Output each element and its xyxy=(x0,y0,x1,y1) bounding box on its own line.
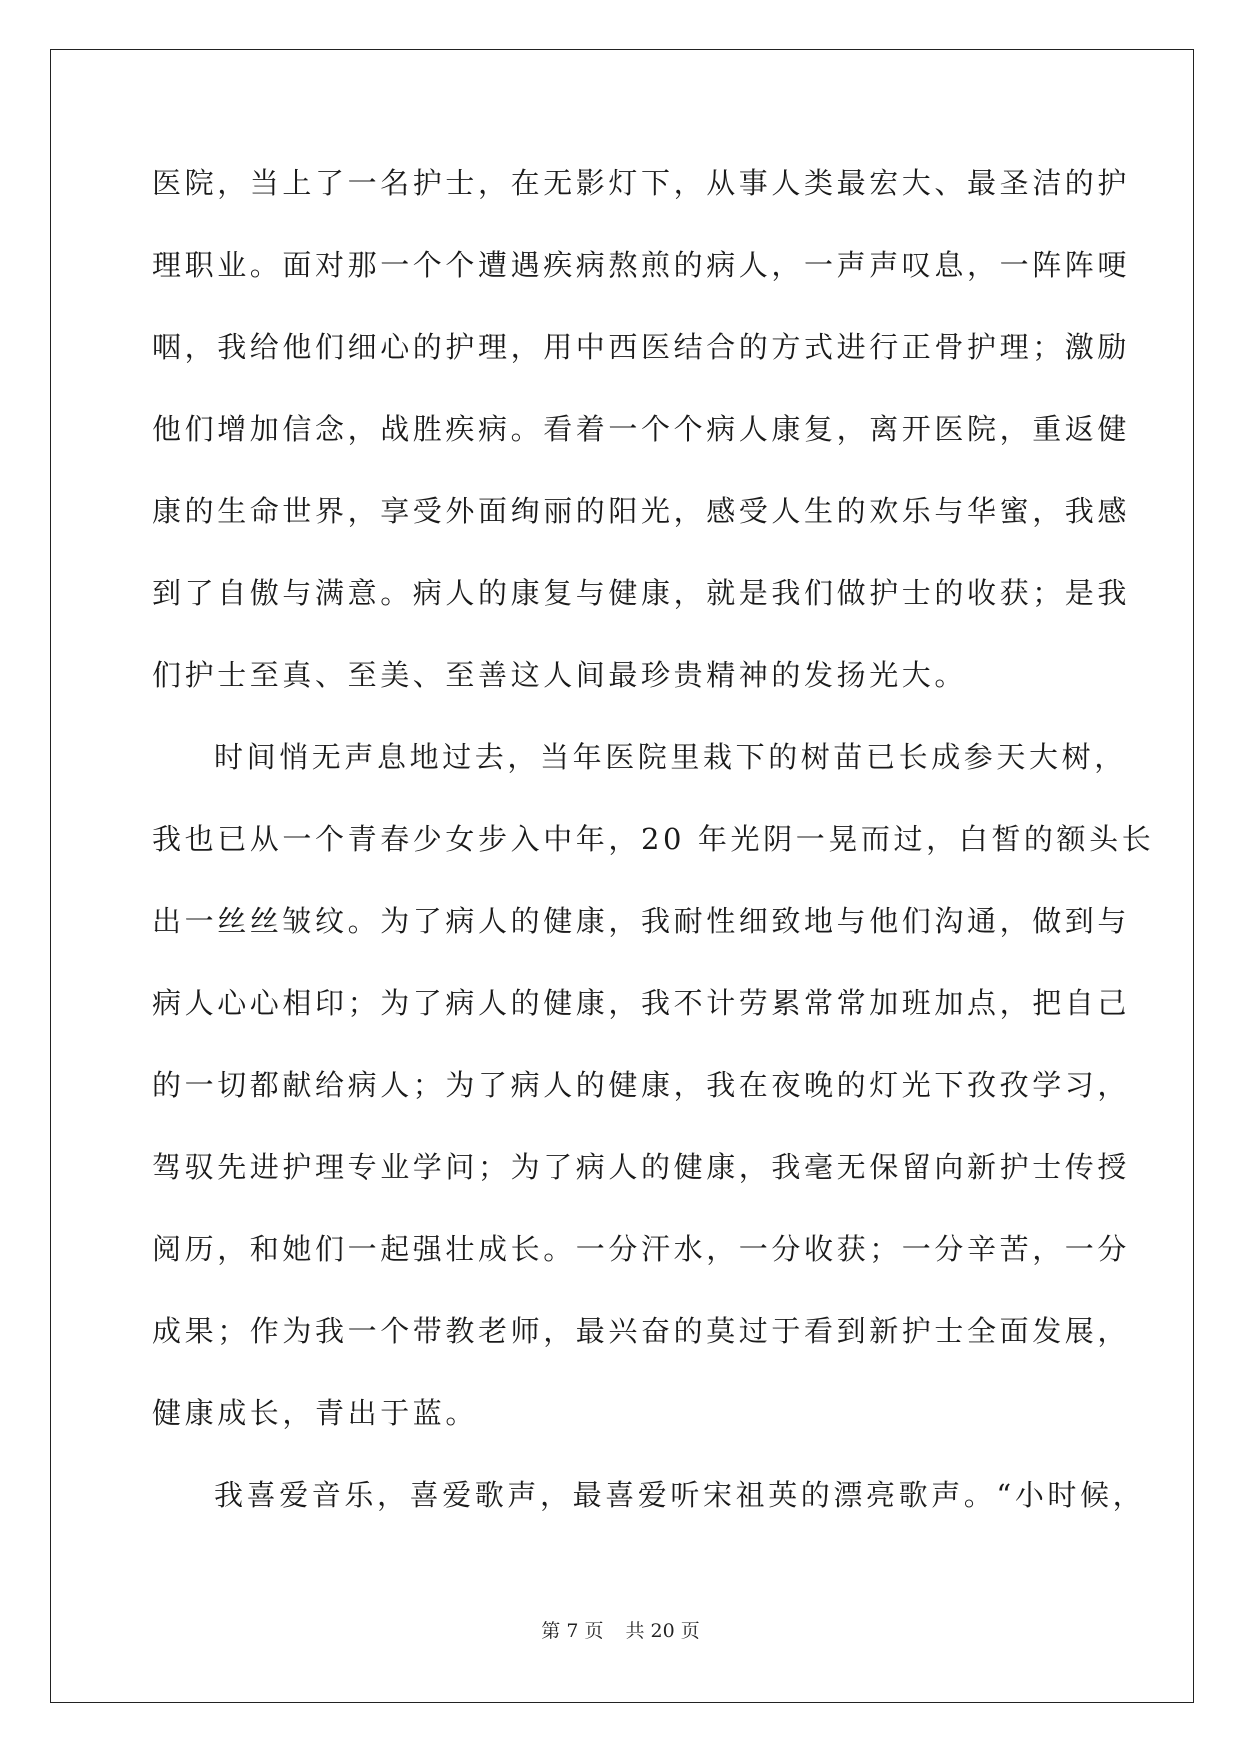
paragraph-first-line: 我喜爱音乐，喜爱歌声，最喜爱听宋祖英的漂亮歌声。“小时候， xyxy=(214,1478,1146,1512)
document-body xyxy=(152,158,1155,1552)
text-line: 咽，我给他们细心的护理，用中西医结合的方式进行正骨护理；激励 xyxy=(152,330,1131,364)
text-line: 们护士至真、至美、至善这人间最珍贵精神的发扬光大。 xyxy=(152,658,968,692)
text-line: 理职业。面对那一个个遭遇疾病熬煎的病人，一声声叹息，一阵阵哽 xyxy=(152,248,1131,282)
text-line: 健康成长，青出于蓝。 xyxy=(152,1396,479,1430)
page-number: 第 7 页 xyxy=(541,1620,604,1642)
paragraph-first-line: 时间悄无声息地过去，当年医院里栽下的树苗已长成参天大树， xyxy=(214,740,1127,774)
text-line: 驾驭先进护理专业学问；为了病人的健康，我毫无保留向新护士传授 xyxy=(152,1150,1131,1184)
text-line: 病人心心相印；为了病人的健康，我不计劳累常常加班加点，把自己 xyxy=(152,986,1131,1020)
text-line: 到了自傲与满意。病人的康复与健康，就是我们做护士的收获；是我 xyxy=(152,576,1131,610)
text-line: 他们增加信念，战胜疾病。看着一个个病人康复，离开医院，重返健 xyxy=(152,412,1131,446)
text-line: 医院，当上了一名护士，在无影灯下，从事人类最宏大、最圣洁的护 xyxy=(152,166,1131,200)
page-total: 共 20 页 xyxy=(625,1620,700,1642)
text-line: 成果；作为我一个带教老师，最兴奋的莫过于看到新护士全面发展， xyxy=(152,1314,1131,1348)
text-line: 康的生命世界，享受外面绚丽的阳光，感受人生的欢乐与华蜜，我感 xyxy=(152,494,1131,528)
text-line: 出一丝丝皱纹。为了病人的健康，我耐性细致地与他们沟通，做到与 xyxy=(152,904,1131,938)
text-line: 阅历，和她们一起强壮成长。一分汗水，一分收获；一分辛苦，一分 xyxy=(152,1232,1131,1266)
text-line: 我也已从一个青春少女步入中年，20 年光阴一晃而过，白皙的额头长 xyxy=(152,822,1155,856)
page-footer xyxy=(0,1619,1241,1643)
text-line: 的一切都献给病人；为了病人的健康，我在夜晚的灯光下孜孜学习， xyxy=(152,1068,1131,1102)
